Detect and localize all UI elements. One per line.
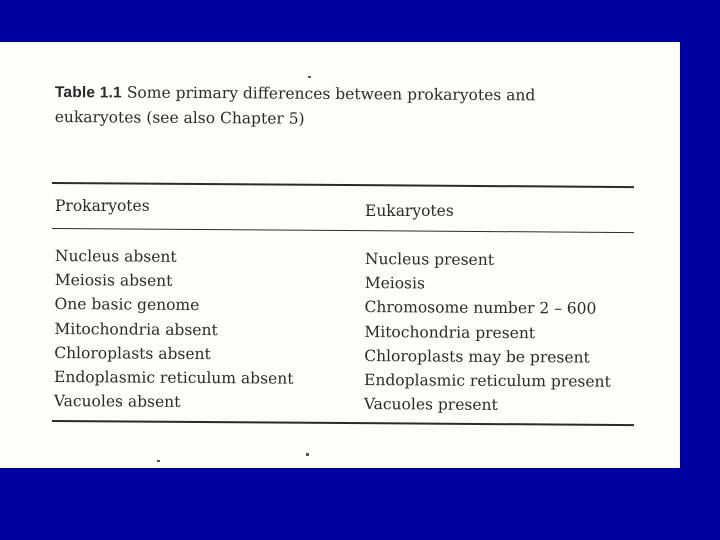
top-rule [52, 182, 634, 188]
table-cell: Chromosome number 2 – 600 [364, 298, 597, 319]
scanned-table-image [0, 42, 680, 468]
scan-speck [306, 453, 309, 456]
prokaryotes-column [54, 244, 295, 415]
table-cell: Chloroplasts may be present [364, 346, 590, 367]
table-cell: Meiosis [364, 274, 426, 293]
table-cell: Mitochondria absent [54, 319, 218, 339]
table-cell: One basic genome [54, 295, 200, 315]
table-cell: Vacuoles absent [53, 392, 181, 412]
table-label: Table 1.1 [54, 83, 122, 102]
header-rule [52, 228, 634, 233]
header-prokaryotes: Prokaryotes [55, 197, 150, 215]
table-caption-line2: eukaryotes (see also Chapter 5) [54, 107, 305, 128]
table-cell: Chloroplasts absent [54, 343, 211, 363]
table-cell: Endoplasmic reticulum absent [54, 368, 294, 388]
table-caption-line1: Some primary differences between prokaryotes and [126, 83, 536, 105]
scan-speck [157, 460, 160, 462]
eukaryotes-column [364, 247, 612, 418]
table-cell: Nucleus present [364, 249, 495, 269]
header-eukaryotes: Eukaryotes [365, 202, 454, 220]
table-cell: Vacuoles present [363, 395, 498, 415]
table-cell: Endoplasmic reticulum present [364, 371, 611, 391]
table-cell: Meiosis absent [54, 271, 173, 291]
scan-speck [308, 76, 311, 78]
bottom-rule [52, 420, 634, 426]
table-cell: Nucleus absent [54, 246, 177, 266]
table-caption [55, 80, 625, 134]
table-cell: Mitochondria present [364, 322, 536, 342]
